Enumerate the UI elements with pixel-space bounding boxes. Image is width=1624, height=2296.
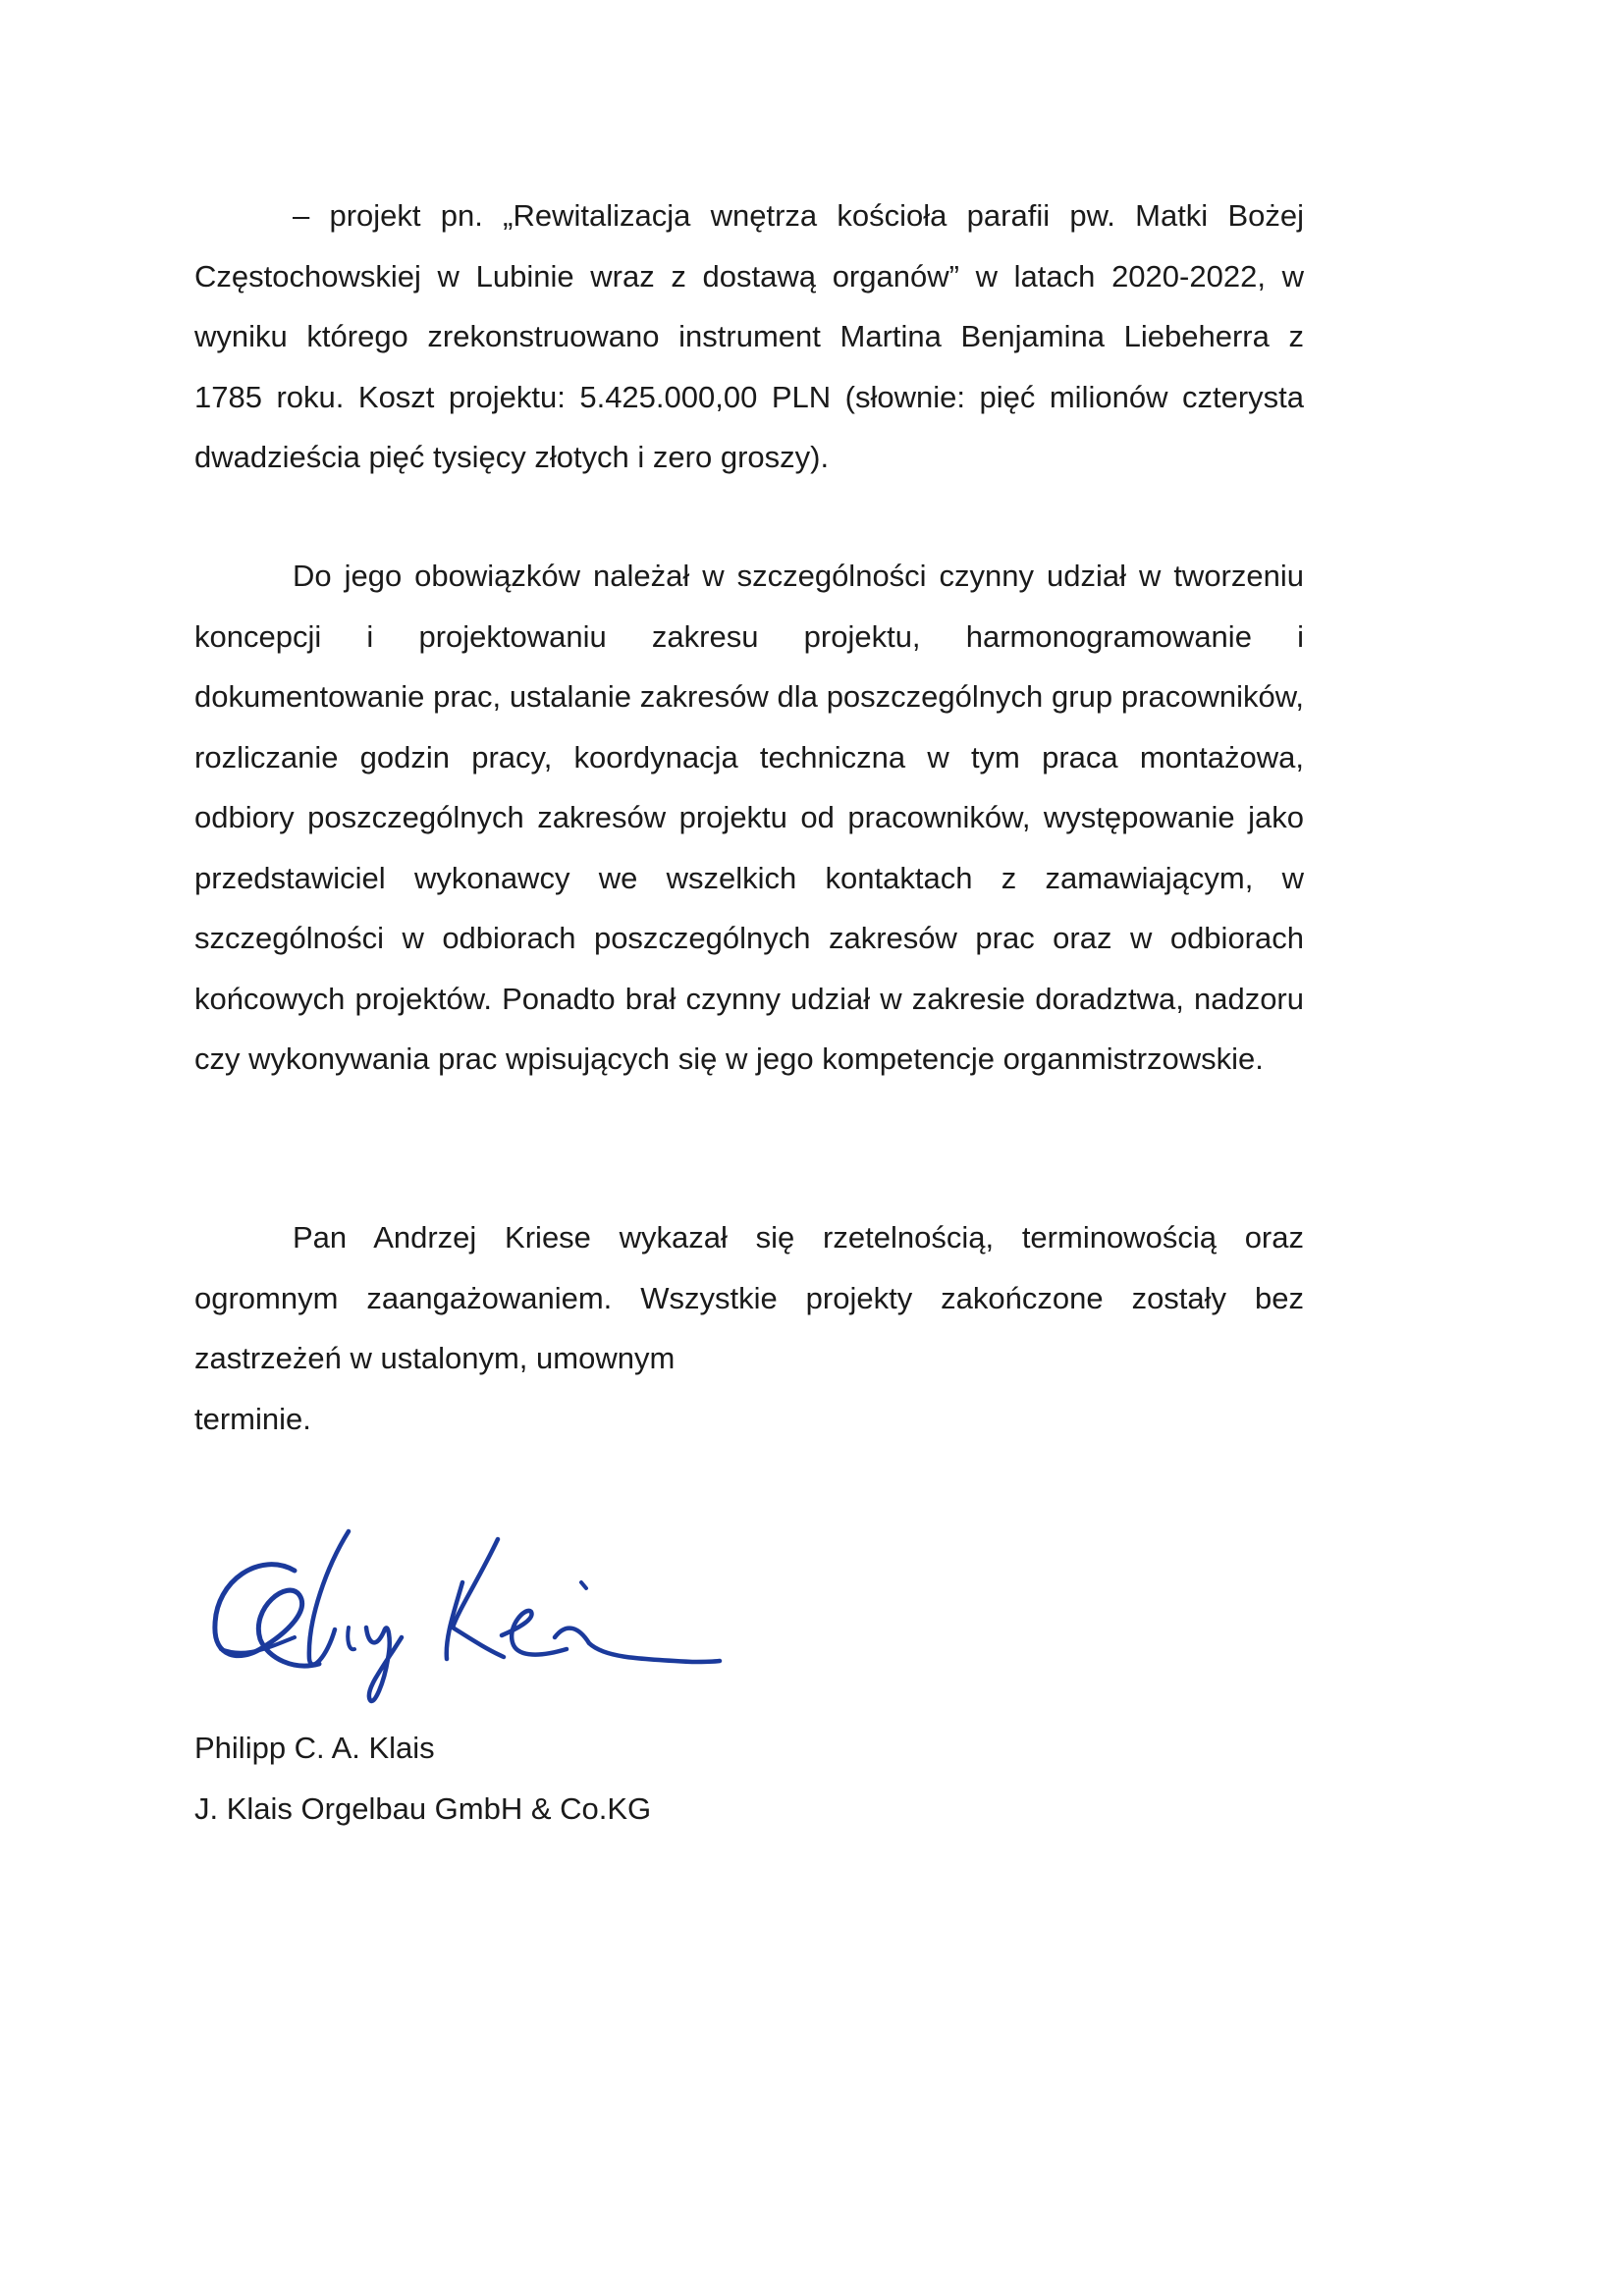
paragraph-3-text [194, 1207, 1304, 1449]
handwritten-signature [201, 1512, 790, 1708]
signer-block [194, 1718, 651, 1840]
paragraph-1-text: – projekt pn. „Rewitalizacja wnętrza kościoła parafii pw. Matki Bożej Częstochowskiej w Lubinie wraz z dostawą organów” w latach 2020-2022, w wyniku którego zrekonstruowano instrument Martina Benjamina Liebeherra z 1785 roku. Koszt projektu: 5.425.000,00 PLN (słownie: pięć milionów czterysta dwadzieścia pięć tysięcy złotych i zero groszy). [194, 198, 1304, 474]
signer-company: J. Klais Orgelbau GmbH & Co.KG [194, 1791, 652, 1826]
paragraph-duties [194, 546, 1304, 1090]
paragraph-assessment [194, 1207, 1304, 1449]
signer-name: Philipp C. A. Klais [194, 1731, 435, 1765]
paragraph-3-main: Pan Andrzej Kriese wykazał się rzetelnością, terminowością oraz ogromnym zaangażowaniem. Wszystkie projekty zakończone zostały bez zastrzeżeń w ustalonym, umownym [194, 1220, 1304, 1375]
paragraph-project-description [194, 186, 1304, 488]
paragraph-3-tail: terminie. [194, 1401, 311, 1436]
paragraph-2-text: Do jego obowiązków należał w szczególności czynny udział w tworzeniu koncepcji i projektowaniu zakresu projektu, harmonogramowanie i dokumentowanie prac, ustalanie zakresów dla poszczególnych grup pracowników, rozliczanie godzin pracy, koordynacja techniczna w tym praca montażowa, odbiory poszczególnych zakresów projektu od pracowników, występowanie jako przedstawiciel wykonawcy we wszelkich kontaktach z zamawiającym, w szczególności w odbiorach poszczególnych zakresów prac oraz w odbiorach końcowych projektów. Ponadto brał czynny udział w zakresie doradztwa, nadzoru czy wykonywania prac wpisujących się w jego kompetencje organmistrzowskie. [194, 559, 1304, 1076]
